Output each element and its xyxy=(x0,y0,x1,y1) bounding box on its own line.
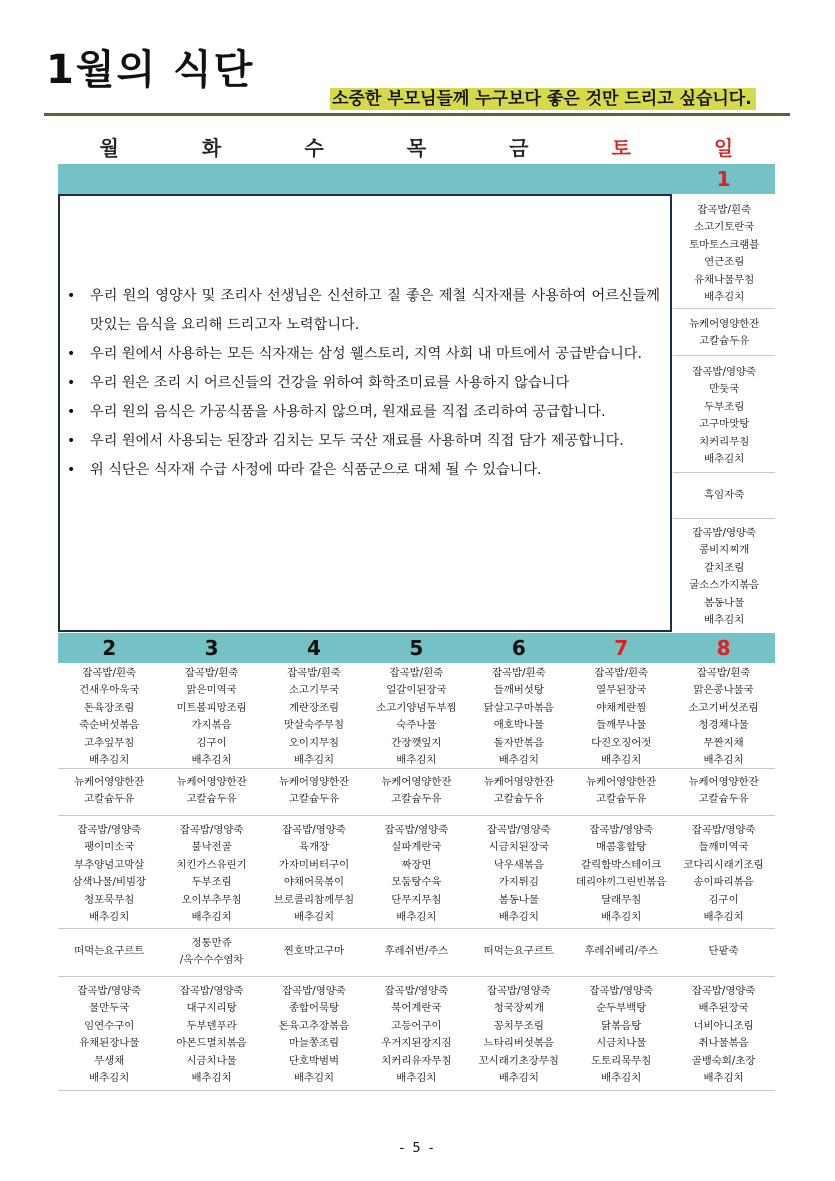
menu-item: 배추김치 xyxy=(704,291,745,304)
menu-item: 유채나물무침 xyxy=(694,273,755,286)
menu-item: 만둣국 xyxy=(709,383,740,396)
divider xyxy=(58,815,775,816)
menu-item: 건새우아욱국 xyxy=(79,684,140,697)
week2-breakfast-day-5 xyxy=(365,665,467,769)
sun1-snack1 xyxy=(673,316,775,351)
menu-item: 시금치나물 xyxy=(596,1037,647,1050)
menu-item: 봄동나물 xyxy=(704,596,745,609)
menu-item: 치커리무침 xyxy=(699,435,750,448)
menu-item: 배추김치 xyxy=(191,754,232,767)
menu-item: 고추잎무침 xyxy=(84,736,135,749)
menu-item: 고등어구이 xyxy=(391,1019,442,1032)
date-5: 5 xyxy=(409,636,424,660)
menu-item: 고칼슘두유 xyxy=(186,793,237,806)
menu-item: 시금치된장국 xyxy=(488,841,549,854)
menu-item: 청경채나물 xyxy=(698,719,749,732)
menu-item: 무생채 xyxy=(94,1054,125,1067)
menu-item: 뉴케어영양한잔 xyxy=(278,776,350,788)
menu-item: 뉴케어영양한잔 xyxy=(381,776,452,788)
menu-item: 고칼슘두유 xyxy=(493,793,544,806)
menu-item: 치킨가스유린기 xyxy=(176,858,247,871)
menu-item: 고칼슘두유 xyxy=(596,793,647,806)
menu-item: 잡곡밥/영양죽 xyxy=(691,824,756,836)
menu-item: 물만두국 xyxy=(89,1002,130,1015)
menu-item: 잡곡밥/흰죽 xyxy=(594,667,649,679)
date-7: 7 xyxy=(614,636,629,660)
menu-item: 마늘쫑조림 xyxy=(288,1037,340,1050)
menu-item: 잡곡밥/영양죽 xyxy=(77,824,142,836)
menu-item: 삼색나물/비빔장 xyxy=(72,876,147,889)
menu-item: 우거지된장지짐 xyxy=(381,1037,452,1050)
menu-item: 고칼슘두유 xyxy=(391,793,442,806)
menu-item: 토마토스크램블 xyxy=(689,238,760,251)
divider xyxy=(58,976,775,977)
menu-item: 배추김치 xyxy=(601,1072,642,1085)
menu-item: 가자미버터구이 xyxy=(278,858,350,871)
menu-item: 잡곡밥/흰죽 xyxy=(184,667,239,679)
menu-item: 죽순버섯볶음 xyxy=(79,719,140,732)
menu-item: 간장깻잎지 xyxy=(391,736,442,749)
menu-item: 두부조림 xyxy=(191,876,232,889)
menu-item: 뉴케어영양한잔 xyxy=(586,776,657,788)
divider xyxy=(673,308,775,309)
date-1: 1 xyxy=(716,167,731,191)
menu-item: 숙주나물 xyxy=(396,719,437,732)
menu-item: 닭볶음탕 xyxy=(601,1019,642,1032)
menu-item: 소고기버섯조림 xyxy=(688,701,759,714)
menu-item: 유채된장나물 xyxy=(79,1037,140,1050)
menu-item: 떠먹는요구르트 xyxy=(483,945,554,957)
notice-item: • 우리 원에서 사용하는 모든 식자재는 삼성 웰스토리, 지역 사회 내 마트에서 공급받습니다. xyxy=(60,340,672,369)
menu-item: 배추김치 xyxy=(396,1072,437,1085)
menu-item: 잡곡밥/흰죽 xyxy=(287,667,341,679)
menu-item: 부추양념고막살 xyxy=(74,858,145,871)
week2-dinner-day-4 xyxy=(263,983,365,1087)
sun1-dinner xyxy=(673,525,775,629)
menu-item: 잡곡밥/영양죽 xyxy=(692,366,757,378)
week2-snack2-day-8 xyxy=(672,943,774,960)
week2-dinner-day-8 xyxy=(672,983,774,1087)
week2-dinner-day-6 xyxy=(468,983,570,1087)
menu-item: 고구마맛탕 xyxy=(699,418,750,431)
menu-item: 임연수구이 xyxy=(84,1019,135,1032)
weekday-header xyxy=(58,132,775,161)
menu-item: 브로콜리참깨무침 xyxy=(273,893,355,906)
notice-item: • 우리 원의 음식은 가공식품을 사용하지 않으며, 원재료를 직접 조리하여 공급합니다. xyxy=(60,398,672,427)
menu-item: 뉴케어영양한잔 xyxy=(483,776,554,788)
week2-dinner-day-5 xyxy=(365,983,467,1087)
menu-item: 송이파리볶음 xyxy=(693,876,754,889)
weekday-fri: 금 xyxy=(509,136,529,160)
week2-dinner-day-7 xyxy=(570,983,672,1087)
menu-item: 너비아니조림 xyxy=(693,1019,754,1032)
week2-dinner-day-2 xyxy=(58,983,160,1087)
menu-item: 들깨버섯탕 xyxy=(493,684,544,697)
menu-item: 배추김치 xyxy=(293,1072,335,1085)
menu-item: 소고기양념두부찜 xyxy=(376,701,457,714)
menu-item: 잡곡밥/영양죽 xyxy=(179,824,244,836)
week2-breakfast-day-8 xyxy=(672,665,774,769)
date-2: 2 xyxy=(102,636,117,660)
menu-item: 종합어묵탕 xyxy=(288,1002,340,1015)
menu-item: 고칼슘두유 xyxy=(84,793,135,806)
weekday-sun: 일 xyxy=(713,136,734,160)
weekday-tue: 화 xyxy=(201,136,222,160)
notice-item: • 우리 원에서 사용되는 된장과 김치는 모두 국산 재료를 사용하며 직접 담가 제공합니다. xyxy=(60,427,672,456)
menu-item: 잡곡밥/영양죽 xyxy=(589,824,654,836)
menu-item: 무짠지채 xyxy=(703,736,744,749)
menu-item: 청국장찌개 xyxy=(493,1002,544,1015)
week2-lunch-day-2 xyxy=(58,822,160,926)
week2-lunch-day-8 xyxy=(672,822,774,926)
menu-item: 가지볶음 xyxy=(191,719,232,732)
menu-item: 콩비지찌개 xyxy=(699,544,750,557)
menu-item: 잡곡밥/영양죽 xyxy=(282,985,346,997)
menu-item: 배추김치 xyxy=(191,911,232,924)
week2-lunch-day-7 xyxy=(570,822,672,926)
menu-item: 배추김치 xyxy=(396,754,437,767)
menu-item: 맑은미역국 xyxy=(186,684,237,697)
week2-lunch-day-4 xyxy=(263,822,365,926)
menu-item: 데리야끼그린빈볶음 xyxy=(576,876,667,889)
menu-item: 뉴케어영양한잔 xyxy=(176,776,247,788)
menu-item: 배추김치 xyxy=(498,911,539,924)
menu-item: 배추된장국 xyxy=(698,1002,749,1015)
menu-item: 소고기무국 xyxy=(288,684,340,697)
menu-item: 꼬시래기초장무침 xyxy=(478,1054,559,1067)
page-title: 1월의 식단 xyxy=(46,47,255,93)
menu-item: 배추김치 xyxy=(89,754,130,767)
divider xyxy=(58,768,775,769)
menu-item: 대구지리탕 xyxy=(186,1002,237,1015)
menu-item: 배추김치 xyxy=(293,911,335,924)
menu-item: 달래무침 xyxy=(601,893,642,906)
week2-lunch-day-3 xyxy=(160,822,262,926)
sun1-snack2 xyxy=(673,487,775,504)
menu-item: 배추김치 xyxy=(703,754,744,767)
week2-snack2-day-5 xyxy=(365,943,467,960)
menu-item: 배추김치 xyxy=(703,1072,744,1085)
menu-item: 낙우새볶음 xyxy=(493,858,544,871)
menu-item: 맛살숙주무침 xyxy=(283,719,345,732)
menu-item: 후레쉬베리/주스 xyxy=(584,945,659,957)
menu-item: 잡곡밥/흰죽 xyxy=(389,667,444,679)
menu-item: 도토리묵무침 xyxy=(591,1054,652,1067)
menu-item: 치커리유자무침 xyxy=(381,1054,452,1067)
menu-item: 열무된장국 xyxy=(596,684,647,697)
date-8: 8 xyxy=(716,636,731,660)
menu-item: 굴소스가지볶음 xyxy=(689,579,760,592)
menu-item: 돈육장조림 xyxy=(84,701,135,714)
menu-item: 뉴케어영양한잔 xyxy=(74,776,145,788)
menu-item: 불낙전골 xyxy=(191,841,232,854)
divider xyxy=(673,472,775,473)
notice-item: • 우리 원은 조리 시 어르신들의 건강을 위하여 화학조미료를 사용하지 않습니다 xyxy=(60,369,672,398)
notice-item: • 우리 원의 영양사 및 조리사 선생님은 신선하고 질 좋은 제철 식자재를 사용하여 어르신들께 맛있는 음식을 요리해 드리고자 노력합니다. xyxy=(60,282,672,340)
menu-item: 배추김치 xyxy=(703,911,744,924)
menu-item: 짜장면 xyxy=(401,858,432,871)
menu-item: 맑은콩나물국 xyxy=(693,684,754,697)
page-number: - 5 - xyxy=(399,1141,436,1156)
menu-item: 다진오징어젓 xyxy=(591,736,652,749)
week2-snack1-day-6 xyxy=(468,774,570,809)
menu-item: 야채어묵볶이 xyxy=(283,876,345,889)
menu-item: 들깨무나물 xyxy=(596,719,647,732)
notice-list xyxy=(60,282,672,485)
menu-item: 배추김치 xyxy=(498,754,539,767)
week2-breakfast-day-3 xyxy=(160,665,262,769)
sun1-breakfast xyxy=(673,202,775,306)
menu-item: 육개장 xyxy=(298,841,330,854)
menu-item: 아몬드멸치볶음 xyxy=(176,1037,247,1050)
week2-snack2-day-4 xyxy=(263,943,365,960)
notice-item: • 위 식단은 식자재 수급 사정에 따라 같은 식품군으로 대체 될 수 있습니다. xyxy=(60,456,672,485)
menu-item: 배추김치 xyxy=(704,453,745,466)
menu-item: 미트볼피망조림 xyxy=(176,701,247,714)
week2-snack2-day-7 xyxy=(570,943,672,960)
menu-item: 고칼슘두유 xyxy=(699,335,750,348)
menu-item: 취나물볶음 xyxy=(698,1037,749,1050)
week2-snack1-day-5 xyxy=(365,774,467,809)
week2-lunch-day-6 xyxy=(468,822,570,926)
menu-item: 잡곡밥/흰죽 xyxy=(696,667,751,679)
divider xyxy=(58,1090,775,1091)
week2-breakfast-day-7 xyxy=(570,665,672,769)
week2-snack1-day-3 xyxy=(160,774,262,809)
menu-item: 시금치나물 xyxy=(186,1054,237,1067)
menu-item: 닭살고구마볶음 xyxy=(483,701,554,714)
week2-snack2-day-3 xyxy=(160,935,262,970)
week2-snack1-day-8 xyxy=(672,774,774,809)
week1-date-band xyxy=(58,164,775,194)
menu-item: 팽이미소국 xyxy=(84,841,135,854)
menu-item: 잡곡밥/영양죽 xyxy=(77,985,142,997)
week2-snack2-day-2 xyxy=(58,943,160,960)
menu-item: 두부덴푸라 xyxy=(186,1019,237,1032)
menu-item: 잡곡밥/흰죽 xyxy=(697,204,752,216)
menu-item: 코다리시래기조림 xyxy=(683,858,764,871)
menu-item: 느타리버섯볶음 xyxy=(483,1037,554,1050)
date-3: 3 xyxy=(204,636,219,660)
menu-item: 계란장조림 xyxy=(288,701,340,714)
menu-item: 흑임자죽 xyxy=(704,489,745,501)
menu-item: 배추김치 xyxy=(601,911,642,924)
menu-item: 애호박나물 xyxy=(493,719,544,732)
menu-item: 청포묵무침 xyxy=(84,893,135,906)
menu-item: 배추김치 xyxy=(498,1072,539,1085)
menu-item: 얼갈이된장국 xyxy=(386,684,447,697)
menu-item: 들깨미역국 xyxy=(698,841,749,854)
menu-item: 단팥죽 xyxy=(708,945,739,957)
menu-item: /옥수수수염차 xyxy=(179,954,244,967)
week2-date-band xyxy=(58,633,775,663)
menu-item: 단호박범벅 xyxy=(288,1054,340,1067)
menu-item: 잡곡밥/영양죽 xyxy=(384,824,449,836)
menu-item: 두부조림 xyxy=(704,400,745,413)
page-subtitle: 소중한 부모님들께 누구보다 좋은 것만 드리고 싶습니다. xyxy=(330,88,756,110)
menu-item: 김구이 xyxy=(196,736,227,749)
menu-item: 후레쉬번/주스 xyxy=(384,945,449,957)
divider xyxy=(58,928,775,929)
menu-item: 고칼슘두유 xyxy=(698,793,749,806)
weekday-mon: 월 xyxy=(99,136,119,160)
week2-breakfast-day-2 xyxy=(58,665,160,769)
header-rule xyxy=(44,113,790,116)
menu-item: 모둠탕수육 xyxy=(391,876,442,889)
menu-item: 잡곡밥/영양죽 xyxy=(384,985,449,997)
menu-item: 잡곡밥/영양죽 xyxy=(692,527,757,539)
menu-item: 배추김치 xyxy=(704,614,745,627)
menu-item: 잡곡밥/영양죽 xyxy=(486,824,551,836)
week2-dinner-day-3 xyxy=(160,983,262,1087)
date-4: 4 xyxy=(307,636,321,660)
divider xyxy=(673,355,775,356)
menu-item: 순두부백탕 xyxy=(596,1002,647,1015)
menu-item: 단무지무침 xyxy=(391,893,442,906)
menu-item: 잡곡밥/흰죽 xyxy=(491,667,546,679)
menu-item: 소고기토란국 xyxy=(694,221,755,234)
menu-item: 김구이 xyxy=(708,893,739,906)
week2-lunch-day-5 xyxy=(365,822,467,926)
menu-item: 북어계란국 xyxy=(391,1002,442,1015)
menu-item: 연근조림 xyxy=(704,256,745,269)
date-6: 6 xyxy=(511,636,526,660)
week2-breakfast-day-6 xyxy=(468,665,570,769)
menu-item: 찐호박고구마 xyxy=(283,945,345,957)
menu-item: 고칼슘두유 xyxy=(288,793,340,806)
menu-item: 실파계란국 xyxy=(391,841,442,854)
week2-snack1-day-4 xyxy=(263,774,365,809)
menu-item: 야채계란찜 xyxy=(596,701,647,714)
menu-item: 갈치조림 xyxy=(704,561,745,574)
week2-breakfast-day-4 xyxy=(263,665,365,769)
week2-snack2-day-6 xyxy=(468,943,570,960)
menu-item: 골뱅숙회/초장 xyxy=(691,1054,756,1067)
divider xyxy=(673,518,775,519)
menu-item: 돈육고추장볶음 xyxy=(278,1019,350,1032)
weekday-wed: 수 xyxy=(304,136,324,160)
menu-item: 매콤홍합탕 xyxy=(596,841,647,854)
menu-item: 돌자반볶음 xyxy=(493,736,544,749)
menu-item: 잡곡밥/영양죽 xyxy=(691,985,756,997)
week2-snack1-day-2 xyxy=(58,774,160,809)
menu-item: 배추김치 xyxy=(89,1072,130,1085)
weekday-thu: 목 xyxy=(406,136,427,160)
menu-item: 떠먹는요구르트 xyxy=(74,945,145,957)
weekday-sat: 토 xyxy=(611,136,631,160)
menu-item: 배추김치 xyxy=(601,754,642,767)
notice-box xyxy=(58,194,672,632)
menu-item: 배추김치 xyxy=(89,911,130,924)
menu-item: 잡곡밥/영양죽 xyxy=(486,985,551,997)
menu-item: 뉴케어영양한잔 xyxy=(688,776,759,788)
menu-item: 오이부추무침 xyxy=(181,893,242,906)
menu-item: 갈릭함박스테이크 xyxy=(581,858,662,871)
menu-item: 봄동나물 xyxy=(498,893,539,906)
menu-item: 배추김치 xyxy=(191,1072,232,1085)
menu-item: 뉴케어영양한잔 xyxy=(689,318,760,330)
menu-item: 가지튀김 xyxy=(498,876,539,889)
menu-item: 정통만쥬 xyxy=(191,937,232,949)
menu-item: 잡곡밥/흰죽 xyxy=(82,667,137,679)
menu-item: 잡곡밥/영양죽 xyxy=(589,985,654,997)
menu-item: 잡곡밥/영양죽 xyxy=(179,985,244,997)
menu-item: 오이지무침 xyxy=(288,736,340,749)
week2-snack1-day-7 xyxy=(570,774,672,809)
menu-item: 잡곡밥/영양죽 xyxy=(282,824,346,836)
sun1-lunch xyxy=(673,364,775,468)
menu-item: 꽁치무조림 xyxy=(493,1019,544,1032)
menu-item: 배추김치 xyxy=(396,911,437,924)
menu-item: 배추김치 xyxy=(293,754,335,767)
